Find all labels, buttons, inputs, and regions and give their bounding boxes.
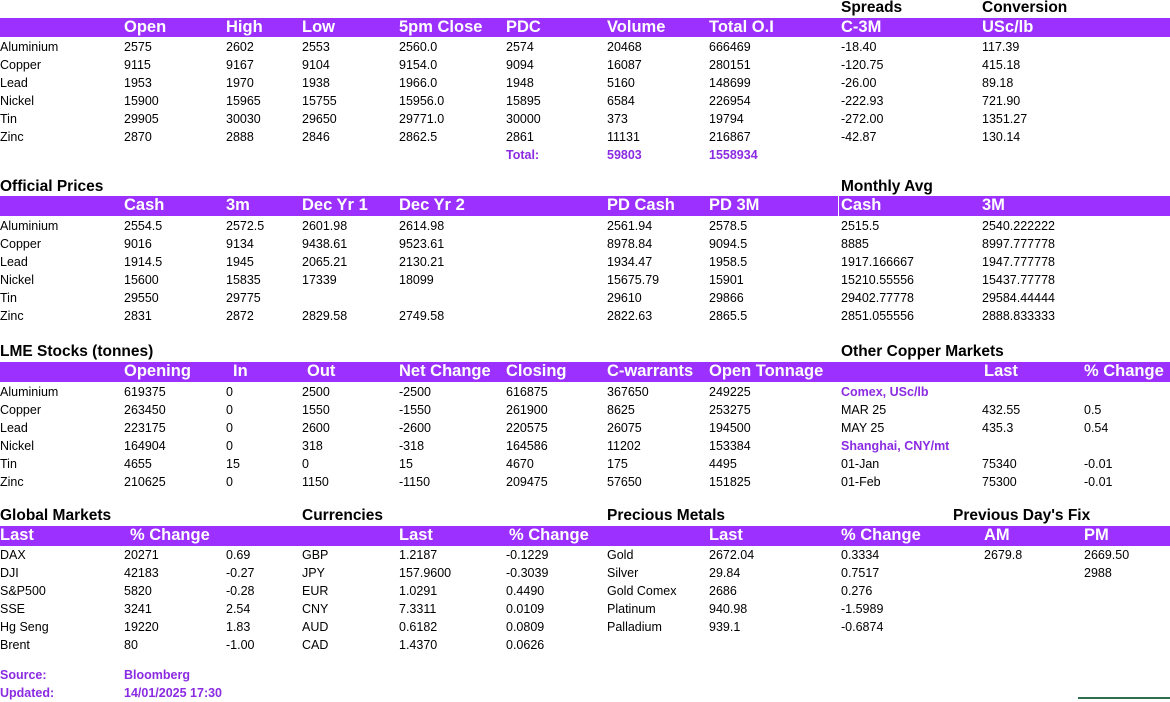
table-cell: 1948 xyxy=(506,76,534,90)
table-cell: 164586 xyxy=(506,439,548,453)
table-cell: 6584 xyxy=(607,94,635,108)
column-header: Opening xyxy=(124,362,191,380)
column-header: Out xyxy=(307,362,336,380)
column-header: % Change xyxy=(509,526,589,544)
table-cell: 216867 xyxy=(709,130,751,144)
column-header: C-3M xyxy=(841,18,882,36)
table-cell: 2601.98 xyxy=(302,219,348,233)
table-cell: 2574 xyxy=(506,40,534,54)
table-cell: 8978.84 xyxy=(607,237,653,251)
table-cell: 130.14 xyxy=(982,130,1021,144)
column-header: PD Cash xyxy=(607,196,675,214)
column-header: High xyxy=(226,18,263,36)
contract-label: 01-Jan xyxy=(841,457,880,471)
table-cell: 151825 xyxy=(709,475,751,489)
table-cell: 4495 xyxy=(709,457,737,471)
index-value: 80 xyxy=(124,638,138,652)
table-cell: -120.75 xyxy=(841,58,884,72)
metal-name: Zinc xyxy=(0,130,24,144)
table-cell: 15 xyxy=(226,457,240,471)
table-cell: 18099 xyxy=(399,273,434,287)
table-cell: 0 xyxy=(226,385,233,399)
table-cell: 8625 xyxy=(607,403,635,417)
table-cell: 29866 xyxy=(709,291,744,305)
table-cell: 175 xyxy=(607,457,628,471)
official-prices-title: Official Prices xyxy=(0,178,104,195)
index-value: 42183 xyxy=(124,566,159,580)
table-cell: 2872 xyxy=(226,309,254,323)
conversion-label: Conversion xyxy=(982,0,1068,16)
table-cell: 253275 xyxy=(709,403,751,417)
source-label: Source: xyxy=(0,668,47,682)
metal-name: Lead xyxy=(0,421,28,435)
table-cell: 15895 xyxy=(506,94,541,108)
updated-value: 14/01/2025 17:30 xyxy=(124,686,223,700)
table-cell: 2540.222222 xyxy=(982,219,1055,233)
metal-name: Copper xyxy=(0,237,41,251)
lme-stocks-title: LME Stocks (tonnes) xyxy=(0,343,154,360)
table-cell: 4670 xyxy=(506,457,534,471)
table-cell: 619375 xyxy=(124,385,166,399)
table-cell: -318 xyxy=(399,439,425,453)
currency-value: 1.2187 xyxy=(399,548,438,562)
table-cell: 5160 xyxy=(607,76,635,90)
index-value: 2.54 xyxy=(226,602,251,616)
column-header: Last xyxy=(399,526,433,544)
column-header: Dec Yr 2 xyxy=(399,196,465,214)
table-cell: 15755 xyxy=(302,94,337,108)
table-cell: 263450 xyxy=(124,403,166,417)
table-cell: 415.18 xyxy=(982,58,1021,72)
total-open-interest: 1558934 xyxy=(709,148,758,162)
currency-name: EUR xyxy=(302,584,329,598)
table-cell: 2578.5 xyxy=(709,219,748,233)
table-cell: 2865.5 xyxy=(709,309,748,323)
currency-value: 0.0626 xyxy=(506,638,545,652)
index-value: 1.83 xyxy=(226,620,251,634)
index-name: Brent xyxy=(0,638,30,652)
table-cell: 15900 xyxy=(124,94,159,108)
index-name: DAX xyxy=(0,548,26,562)
column-header: PDC xyxy=(506,18,541,36)
table-cell: 9094 xyxy=(506,58,534,72)
table-cell: 1966.0 xyxy=(399,76,438,90)
metal-name: Tin xyxy=(0,291,17,305)
contract-last: 75340 xyxy=(982,457,1017,471)
table-cell: 11131 xyxy=(607,130,640,144)
precious-metal-name: Gold Comex xyxy=(607,584,677,598)
precious-metal-value: 2686 xyxy=(709,584,737,598)
table-cell: 210625 xyxy=(124,475,166,489)
table-cell: 1934.47 xyxy=(607,255,653,269)
fix-pm: 2988 xyxy=(1084,566,1112,580)
column-header: Total O.I xyxy=(709,18,774,36)
table-cell: 2561.94 xyxy=(607,219,653,233)
precious-metal-value: -0.6874 xyxy=(841,620,884,634)
table-cell: 194500 xyxy=(709,421,751,435)
table-cell: 15675.79 xyxy=(607,273,660,287)
table-cell: 29775 xyxy=(226,291,261,305)
table-cell: 26075 xyxy=(607,421,642,435)
table-cell: 2560.0 xyxy=(399,40,438,54)
table-cell: 1914.5 xyxy=(124,255,163,269)
table-cell: 2831 xyxy=(124,309,152,323)
table-cell: 616875 xyxy=(506,385,548,399)
table-cell: 0 xyxy=(226,475,233,489)
metal-name: Copper xyxy=(0,403,41,417)
table-cell: 15 xyxy=(399,457,413,471)
table-cell: 2861 xyxy=(506,130,534,144)
table-cell: 280151 xyxy=(709,58,751,72)
table-cell: 2846 xyxy=(302,130,330,144)
precious-metal-name: Gold xyxy=(607,548,634,562)
table-cell: 29771.0 xyxy=(399,112,445,126)
monthly-avg-title: Monthly Avg xyxy=(841,178,933,195)
column-header: 5pm Close xyxy=(399,18,483,36)
previous-day-fix-title: Previous Day's Fix xyxy=(953,507,1091,524)
table-cell: 164904 xyxy=(124,439,166,453)
currency-value: 7.3311 xyxy=(399,602,437,616)
table-cell: 1351.27 xyxy=(982,112,1028,126)
table-cell: 223175 xyxy=(124,421,166,435)
table-cell: 9016 xyxy=(124,237,152,251)
table-cell: 2822.63 xyxy=(607,309,653,323)
column-header: Net Change xyxy=(399,362,491,380)
table-cell: 2888 xyxy=(226,130,254,144)
table-cell: 29650 xyxy=(302,112,337,126)
table-cell: 15956.0 xyxy=(399,94,445,108)
table-cell: 30000 xyxy=(506,112,541,126)
table-cell: 16087 xyxy=(607,58,642,72)
currency-value: -0.1229 xyxy=(506,548,549,562)
copper-market-heading: Shanghai, CNY/mt xyxy=(841,439,950,453)
contract-change: -0.01 xyxy=(1084,475,1113,489)
table-cell: 29905 xyxy=(124,112,159,126)
table-cell: 318 xyxy=(302,439,323,453)
contract-change: -0.01 xyxy=(1084,457,1113,471)
currency-name: CAD xyxy=(302,638,329,652)
table-cell: 8997.777778 xyxy=(982,237,1055,251)
table-cell: 29402.77778 xyxy=(841,291,914,305)
table-cell: 57650 xyxy=(607,475,642,489)
table-cell: 2500 xyxy=(302,385,330,399)
column-header: Volume xyxy=(607,18,666,36)
table-cell: 4655 xyxy=(124,457,152,471)
table-cell: 1970 xyxy=(226,76,254,90)
table-cell: -2600 xyxy=(399,421,431,435)
table-cell: 1938 xyxy=(302,76,330,90)
table-cell: 2888.833333 xyxy=(982,309,1055,323)
precious-metal-name: Palladium xyxy=(607,620,662,634)
spreads-label: Spreads xyxy=(841,0,903,16)
table-cell: 8885 xyxy=(841,237,869,251)
column-header: Cash xyxy=(124,196,165,214)
total-volume: 59803 xyxy=(607,148,642,162)
table-cell: 0 xyxy=(302,457,309,471)
table-cell: 666469 xyxy=(709,40,751,54)
table-cell: 0 xyxy=(226,403,233,417)
currency-value: 1.4370 xyxy=(399,638,438,652)
corner-rule xyxy=(1078,697,1170,699)
index-name: DJI xyxy=(0,566,19,580)
metal-name: Nickel xyxy=(0,439,35,453)
currency-value: 0.0809 xyxy=(506,620,545,634)
metal-name: Zinc xyxy=(0,309,24,323)
column-header: USc/lb xyxy=(982,18,1034,36)
table-cell: 367650 xyxy=(607,385,649,399)
column-header: Last xyxy=(984,362,1018,380)
table-cell: 15210.55556 xyxy=(841,273,914,287)
table-cell: 2572.5 xyxy=(226,219,265,233)
table-cell: 15835 xyxy=(226,273,261,287)
table-cell: 153384 xyxy=(709,439,751,453)
column-header: Closing xyxy=(506,362,567,380)
table-cell: 148699 xyxy=(709,76,751,90)
table-cell: 9104 xyxy=(302,58,330,72)
index-value: 19220 xyxy=(124,620,159,634)
global-markets-title: Global Markets xyxy=(0,507,112,524)
currency-name: CNY xyxy=(302,602,329,616)
contract-last: 75300 xyxy=(982,475,1017,489)
currency-value: 0.0109 xyxy=(506,602,545,616)
precious-metal-value: 29.84 xyxy=(709,566,741,580)
contract-change: 0.5 xyxy=(1084,403,1102,417)
table-cell: 2515.5 xyxy=(841,219,880,233)
table-cell: 89.18 xyxy=(982,76,1014,90)
precious-metal-value: 0.276 xyxy=(841,584,873,598)
table-cell: 1958.5 xyxy=(709,255,748,269)
table-cell: 29550 xyxy=(124,291,159,305)
table-cell: 117.39 xyxy=(982,40,1020,54)
column-header: 3M xyxy=(982,196,1005,214)
currencies-title: Currencies xyxy=(302,507,383,524)
metal-name: Lead xyxy=(0,255,28,269)
column-header: % Change xyxy=(841,526,921,544)
table-cell: -272.00 xyxy=(841,112,884,126)
index-value: -0.27 xyxy=(226,566,255,580)
source-value: Bloomberg xyxy=(124,668,190,682)
currency-value: 1.0291 xyxy=(399,584,438,598)
table-cell: 2130.21 xyxy=(399,255,445,269)
contract-last: 435.3 xyxy=(982,421,1014,435)
table-cell: 2870 xyxy=(124,130,152,144)
precious-metal-value: 939.1 xyxy=(709,620,741,634)
table-cell: -1550 xyxy=(399,403,431,417)
table-cell: 1150 xyxy=(302,475,329,489)
contract-label: MAY 25 xyxy=(841,421,885,435)
table-cell: -18.40 xyxy=(841,40,877,54)
precious-metal-value: -1.5989 xyxy=(841,602,884,616)
contract-label: MAR 25 xyxy=(841,403,887,417)
table-cell: 226954 xyxy=(709,94,751,108)
table-cell: 2553 xyxy=(302,40,330,54)
table-cell: 9094.5 xyxy=(709,237,748,251)
table-cell: 1953 xyxy=(124,76,152,90)
metal-name: Zinc xyxy=(0,475,24,489)
table-cell: -2500 xyxy=(399,385,431,399)
metal-name: Copper xyxy=(0,58,41,72)
column-header: Open xyxy=(124,18,167,36)
table-cell: 0 xyxy=(226,439,233,453)
index-value: 0.69 xyxy=(226,548,251,562)
metal-name: Nickel xyxy=(0,273,35,287)
index-value: -1.00 xyxy=(226,638,255,652)
table-cell: 9167 xyxy=(226,58,254,72)
column-header: In xyxy=(233,362,248,380)
table-cell: 721.90 xyxy=(982,94,1021,108)
table-cell: 2614.98 xyxy=(399,219,445,233)
column-header: AM xyxy=(984,526,1010,544)
table-cell: 2749.58 xyxy=(399,309,445,323)
table-cell: 1917.166667 xyxy=(841,255,914,269)
precious-metal-value: 2672.04 xyxy=(709,548,755,562)
copper-market-heading: Comex, USc/lb xyxy=(841,385,929,399)
precious-metal-value: 0.7517 xyxy=(841,566,880,580)
column-header: Cash xyxy=(841,196,882,214)
index-value: 20271 xyxy=(124,548,159,562)
metal-name: Aluminium xyxy=(0,219,59,233)
column-header: PM xyxy=(1084,526,1109,544)
updated-label: Updated: xyxy=(0,686,55,700)
table-cell: 20468 xyxy=(607,40,642,54)
column-header: % Change xyxy=(1084,362,1164,380)
table-cell: -222.93 xyxy=(841,94,884,108)
table-cell: 19794 xyxy=(709,112,744,126)
column-header: Low xyxy=(302,18,335,36)
index-value: -0.28 xyxy=(226,584,255,598)
currency-value: 157.9600 xyxy=(399,566,452,580)
column-header: 3m xyxy=(226,196,250,214)
contract-last: 432.55 xyxy=(982,403,1021,417)
table-cell: 373 xyxy=(607,112,628,126)
other-copper-markets-title: Other Copper Markets xyxy=(841,343,1004,360)
column-divider xyxy=(838,196,839,216)
currency-value: -0.3039 xyxy=(506,566,549,580)
column-header: Open Tonnage xyxy=(709,362,824,380)
column-header: Last xyxy=(709,526,743,544)
table-cell: -1150 xyxy=(399,475,431,489)
table-cell: 1947.777778 xyxy=(982,255,1055,269)
table-cell: 1945 xyxy=(226,255,254,269)
table-cell: 29610 xyxy=(607,291,642,305)
table-cell: 9523.61 xyxy=(399,237,445,251)
table-cell: 15437.77778 xyxy=(982,273,1055,287)
metal-name: Lead xyxy=(0,76,28,90)
table-cell: 30030 xyxy=(226,112,261,126)
precious-metals-title: Precious Metals xyxy=(607,507,726,524)
table-cell: 249225 xyxy=(709,385,751,399)
metal-name: Nickel xyxy=(0,94,35,108)
precious-metal-name: Silver xyxy=(607,566,639,580)
table-cell: 17339 xyxy=(302,273,337,287)
table-cell: 15901 xyxy=(709,273,744,287)
metal-name: Aluminium xyxy=(0,385,59,399)
column-header: C-warrants xyxy=(607,362,694,380)
column-header: Dec Yr 1 xyxy=(302,196,368,214)
precious-metal-value: 940.98 xyxy=(709,602,748,616)
currency-value: 0.6182 xyxy=(399,620,438,634)
metal-name: Tin xyxy=(0,457,17,471)
index-name: SSE xyxy=(0,602,26,616)
precious-metal-name: Platinum xyxy=(607,602,656,616)
table-cell: 220575 xyxy=(506,421,548,435)
table-cell: 2600 xyxy=(302,421,330,435)
table-cell: 9154.0 xyxy=(399,58,438,72)
table-cell: 9438.61 xyxy=(302,237,348,251)
metal-name: Tin xyxy=(0,112,17,126)
table-cell: 1550 xyxy=(302,403,330,417)
table-cell: 2065.21 xyxy=(302,255,348,269)
column-header: % Change xyxy=(130,526,210,544)
fix-pm: 2669.50 xyxy=(1084,548,1130,562)
table-cell: 261900 xyxy=(506,403,548,417)
table-cell: 15965 xyxy=(226,94,261,108)
fix-am: 2679.8 xyxy=(984,548,1023,562)
currency-name: GBP xyxy=(302,548,329,562)
table-cell: 2554.5 xyxy=(124,219,163,233)
table-cell: 0 xyxy=(226,421,233,435)
contract-label: 01-Feb xyxy=(841,475,881,489)
precious-metal-value: 0.3334 xyxy=(841,548,880,562)
column-header: PD 3M xyxy=(709,196,760,214)
index-value: 5820 xyxy=(124,584,152,598)
table-cell: 209475 xyxy=(506,475,548,489)
table-cell: 2851.055556 xyxy=(841,309,914,323)
table-cell: 29584.44444 xyxy=(982,291,1055,305)
table-cell: 2862.5 xyxy=(399,130,438,144)
table-cell: 9115 xyxy=(124,58,151,72)
index-value: 3241 xyxy=(124,602,152,616)
currency-name: JPY xyxy=(302,566,325,580)
table-cell: 2575 xyxy=(124,40,152,54)
table-cell: 9134 xyxy=(226,237,254,251)
column-header: Last xyxy=(0,526,34,544)
index-name: Hg Seng xyxy=(0,620,49,634)
index-name: S&P500 xyxy=(0,584,46,598)
total-label: Total: xyxy=(506,148,540,162)
currency-value: 0.4490 xyxy=(506,584,545,598)
table-cell: 15600 xyxy=(124,273,159,287)
table-cell: 2829.58 xyxy=(302,309,348,323)
table-cell: 2602 xyxy=(226,40,254,54)
contract-change: 0.54 xyxy=(1084,421,1109,435)
metal-name: Aluminium xyxy=(0,40,59,54)
currency-name: AUD xyxy=(302,620,329,634)
table-cell: -26.00 xyxy=(841,76,877,90)
table-cell: 11202 xyxy=(607,439,641,453)
table-cell: -42.87 xyxy=(841,130,877,144)
